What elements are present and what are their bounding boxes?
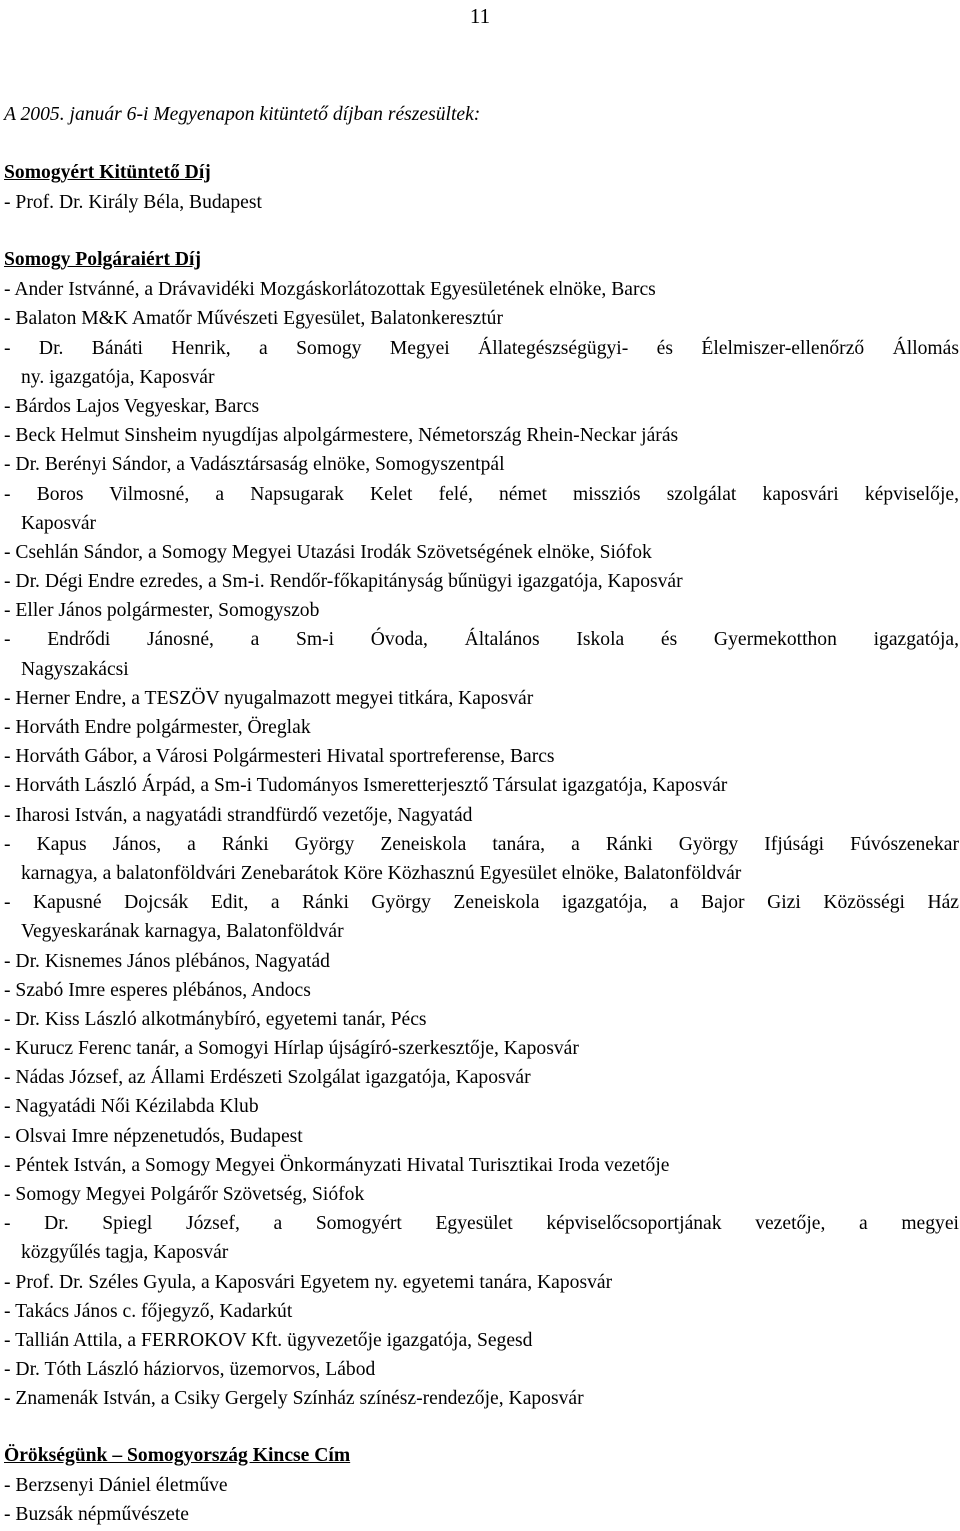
list-item: - Tallián Attila, a FERROKOV Kft. ügyvezetője igazgatója, Segesd [4, 1329, 533, 1351]
list-item: - Boros Vilmosné, a Napsugarak Kelet felé, német missziós szolgálat kaposvári képviselője, [4, 483, 959, 505]
list-item: - Dr. Spiegl József, a Somogyért Egyesület képviselőcsoportjának vezetője, a megyei [4, 1213, 959, 1235]
list-item-continuation: Vegyeskarának karnagya, Balatonföldvár [21, 921, 344, 943]
list-item: - Dr. Kiss László alkotmánybíró, egyetemi tanár, Pécs [4, 1008, 427, 1030]
list-item-continuation: ny. igazgatója, Kaposvár [21, 366, 215, 388]
list-item: - Horváth Endre polgármester, Öreglak [4, 717, 311, 738]
list-item: - Eller János polgármester, Somogyszob [4, 600, 320, 622]
document-body [4, 100, 959, 1529]
list-item: - Horváth László Árpád, a Sm-i Tudományos Ismeretterjesztő Társulat igazgatója, Kaposvár [4, 775, 728, 797]
section-heading: Somogy Polgáraiért Díj [4, 249, 201, 271]
page-number: 11 [469, 4, 491, 28]
spacer [4, 1414, 959, 1441]
list-item: - Dr. Berényi Sándor, a Vadásztársaság elnöke, Somogyszentpál [4, 454, 505, 476]
document-title: A 2005. január 6-i Megyenapon kitüntető díjban részesültek: [4, 104, 481, 125]
list-item: - Znamenák István, a Csiky Gergely Színház színész-rendezője, Kaposvár [4, 1388, 584, 1410]
section-oroksegunk-cim [4, 1441, 959, 1529]
list-item-continuation: közgyűlés tagja, Kaposvár [21, 1242, 229, 1264]
list-item: - Beck Helmut Sinsheim nyugdíjas alpolgármestere, Németország Rhein-Neckar járás [4, 425, 679, 447]
list-item: - Somogy Megyei Polgárőr Szövetség, Siófok [4, 1184, 365, 1205]
section-somogyert-dij [4, 158, 959, 217]
list-item: - Dr. Bánáti Henrik, a Somogy Megyei Állategészségügyi- és Élelmiszer-ellenőrző Állomás [4, 337, 959, 359]
list-item: - Péntek István, a Somogy Megyei Önkormányzati Hivatal Turisztikai Iroda vezetője [4, 1154, 670, 1176]
list-item: - Buzsák népművészete [4, 1503, 189, 1525]
list-item: - Takács János c. főjegyző, Kadarkút [4, 1300, 293, 1322]
list-item: - Endrődi Jánosné, a Sm-i Óvoda, Általános Iskola és Gyermekotthon igazgatója, [4, 629, 959, 651]
list-item: - Balaton M&K Amatőr Művészeti Egyesület, Balatonkeresztúr [4, 308, 503, 330]
section-somogy-polgaraiert-dij [4, 245, 959, 1413]
list-item: - Dr. Kisnemes János plébános, Nagyatád [4, 950, 330, 972]
list-item: - Prof. Dr. Széles Gyula, a Kaposvári Egyetem ny. egyetemi tanára, Kaposvár [4, 1271, 613, 1293]
list-item: - Herner Endre, a TESZÖV nyugalmazott megyei titkára, Kaposvár [4, 687, 534, 709]
section-heading: Örökségünk – Somogyország Kincse Cím [4, 1444, 351, 1466]
section-heading: Somogyért Kitüntető Díj [4, 162, 211, 183]
list-item: - Horváth Gábor, a Városi Polgármesteri Hivatal sportreferense, Barcs [4, 746, 555, 768]
list-item: - Csehlán Sándor, a Somogy Megyei Utazási Irodák Szövetségének elnöke, Siófok [4, 541, 652, 563]
list-item: - Kapus János, a Ránki György Zeneiskola tanára, a Ránki György Ifjúsági Fúvószenekar [4, 833, 959, 855]
list-item: - Nádas József, az Állami Erdészeti Szolgálat igazgatója, Kaposvár [4, 1067, 531, 1089]
list-item: - Prof. Dr. Király Béla, Budapest [4, 192, 262, 213]
spacer [4, 217, 959, 245]
list-item: - Iharosi István, a nagyatádi strandfürdő vezetője, Nagyatád [4, 804, 473, 826]
list-item: - Szabó Imre esperes plébános, Andocs [4, 979, 311, 1001]
list-item-continuation: Nagyszakácsi [21, 658, 129, 680]
list-item: - Dr. Dégi Endre ezredes, a Sm-i. Rendőr-főkapitányság bűnügyi igazgatója, Kaposvár [4, 571, 683, 593]
list-item: - Nagyatádi Női Kézilabda Klub [4, 1096, 259, 1118]
list-item: - Ander Istvánné, a Drávavidéki Mozgáskorlátozottak Egyesületének elnöke, Barcs [4, 279, 656, 301]
list-item: - Kurucz Ferenc tanár, a Somogyi Hírlap újságíró-szerkesztője, Kaposvár [4, 1038, 579, 1060]
list-item: - Bárdos Lajos Vegyeskar, Barcs [4, 395, 260, 417]
list-item: - Berzsenyi Dániel életműve [4, 1474, 228, 1496]
list-item: - Olsvai Imre népzenetudós, Budapest [4, 1125, 303, 1147]
list-item: - Dr. Tóth László háziorvos, üzemorvos, Lábod [4, 1359, 376, 1381]
list-item: - Kapusné Dojcsák Edit, a Ránki György Zeneiskola igazgatója, a Bajor Gizi Közösségi Ház [4, 892, 959, 914]
list-item-continuation: karnagya, a balatonföldvári Zenebarátok Köre Közhasznú Egyesület elnöke, Balatonföldvár [21, 862, 742, 884]
list-item-continuation: Kaposvár [21, 512, 97, 534]
